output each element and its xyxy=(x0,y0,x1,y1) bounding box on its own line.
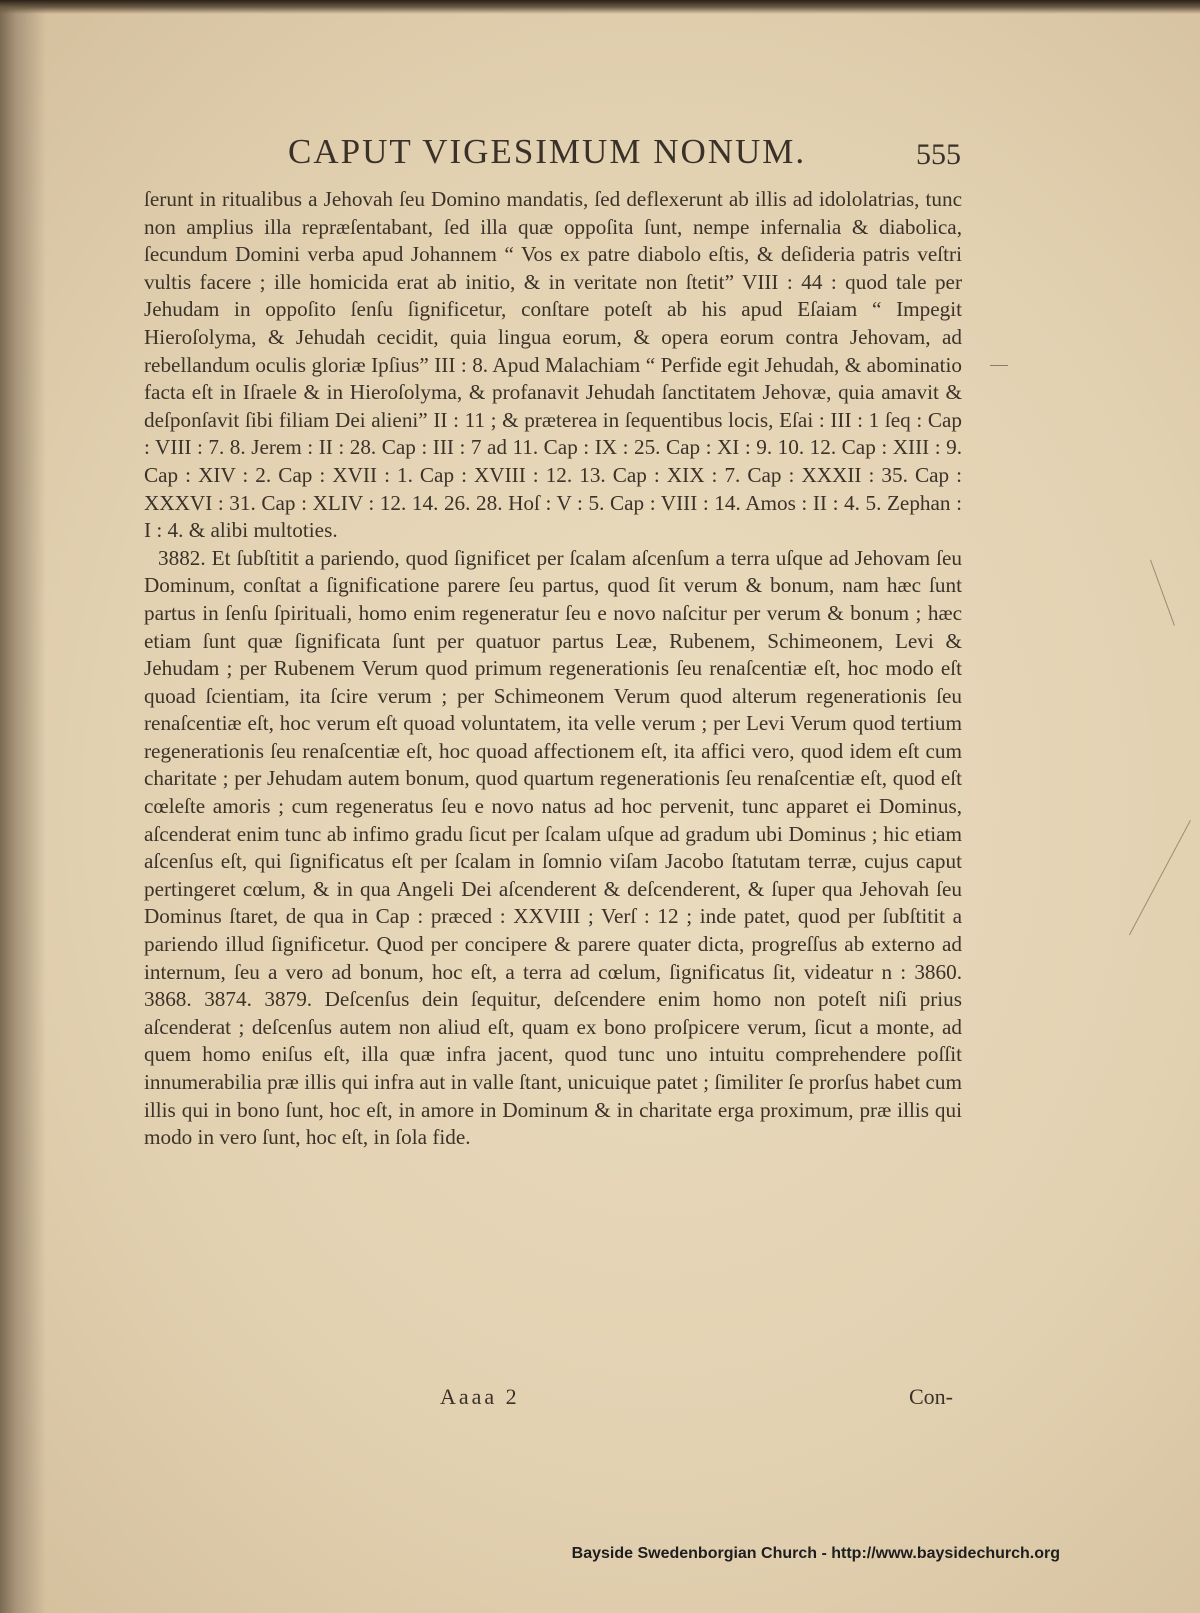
bleed-through-line xyxy=(1129,820,1191,935)
paragraph-3882: 3882. Et ſubſtitit a pariendo, quod ſignificet per ſcalam aſcenſum a terra uſque ad Jehovam ſeu Dominum, conſtat a ſignificatione parere ſeu partus, quod ſit verum & bonum, nam hæc ſunt partus in ſenſu ſpirituali, homo enim regeneratur ſeu e novo naſcitur per verum & bonum ; hæc etiam ſunt quæ ſignificata ſunt per quatuor partus Leæ, Rubenem, Schimeonem, Levi & Jehudam ; per Rubenem Verum quod primum regenerationis ſeu renaſcentiæ eſt, hoc modo eſt quoad ſcientiam, ita ſcire verum ; per Schimeonem Verum quod alterum regenerationis ſeu renaſcentiæ eſt, hoc verum eſt quoad voluntatem, ita velle verum ; per Levi Verum quod tertium regenerationis ſeu renaſcentiæ eſt, hoc quoad affectionem eſt, ita affici vero, quod idem eſt cum charitate ; per Jehudam autem bonum, quod quartum regenerationis ſeu renaſcentiæ eſt, quod eſt cœleſte amoris ; cum regeneratus ſeu e novo natus ad hoc pervenit, tunc apparet ei Dominus, aſcenderat enim tunc ab infimo gradu ſicut per ſcalam uſque ad gradum ubi Dominus ; hic etiam aſcenſus eſt, qui ſignificatus eſt per ſcalam in ſomnio viſam Jacobo ſtatutam terræ, cujus caput pertingeret cœlum, & in qua Angeli Dei aſcenderent & deſcenderent, & ſuper qua Jehovah ſeu Dominus ſtaret, de qua in Cap : præced : XXVIII ; Verſ : 12 ; inde patet, quod per ſubſtitit a pariendo illud ſignificetur. Quod per concipere & parere quater dicta, progreſſus ab externo ad internum, ſeu a vero ad bonum, hoc eſt, a terra ad cœlum, ſignificatus ſit, videatur n : 3860. 3868. 3874. 3879. Deſcenſus dein ſequitur, deſcendere enim homo non poteſt niſi prius aſcenderat ; deſcenſus autem non aliud eſt, quam ex bono proſpicere verum, ſicut a monte, ad quem homo eniſus eſt, illa quæ infra jacent, quod tunc uno intuitu comprehendere poſſit innumerabilia præ illis qui infra aut in valle ſtant, unicuique patet ; ſimiliter ſe prorſus habet cum illis qui in bono ſunt, hoc eſt, in amore in Dominum & in charitate erga proximum, præ illis qui modo in vero ſunt, hoc eſt, in ſola fide. xyxy=(144,545,962,1150)
gutter-shadow xyxy=(0,0,46,1613)
catchword: Con- xyxy=(909,1384,953,1409)
page-number: 555 xyxy=(916,138,961,171)
bleed-through-line xyxy=(1150,560,1175,626)
page-top-edge xyxy=(0,0,1200,14)
running-head: CAPUT VIGESIMUM NONUM. xyxy=(288,132,807,171)
page-footer xyxy=(140,1380,965,1420)
margin-mark xyxy=(990,365,1008,366)
body-text xyxy=(144,186,962,1152)
website-watermark: Bayside Swedenborgian Church - http://www.baysidechurch.org xyxy=(571,1545,1060,1562)
paragraph-continued: ſerunt in ritualibus a Jehovah ſeu Domino mandatis, ſed deflexerunt ab illis ad idololatrias, tunc non amplius illa repræſentabant, ſed illa quæ oppoſita ſunt, nempe infernalia & diabolica, ſecundum Domini verba apud Johannem “ Vos ex patre diabolo eſtis, & deſideria patris veſtri vultis facere ; ille homicida erat ab initio, & in veritate non ſtetit” VIII : 44 : quod tale per Jehudam in oppoſito ſenſu ſignificetur, conſtare poteſt ab his apud Eſaiam “ Impegit Hieroſolyma, & Jehudah cecidit, quia lingua eorum, & opera eorum contra Jehovam, ad rebellandum oculis gloriæ Ipſius” III : 8. Apud Malachiam “ Perfide egit Jehudah, & abominatio facta eſt in Iſraele & in Hieroſolyma, & profanavit Jehudah ſanctitatem Jehovæ, quia amavit & deſponſavit ſibi filiam Dei alieni” II : 11 ; & præterea in ſequentibus locis, Eſai : III : 1 ſeq : Cap : VIII : 7. 8. Jerem : II : 28. Cap : III : 7 ad 11. Cap : IX : 25. Cap : XI : 9. 10. 12. Cap : XIII : 9. Cap : XIV : 2. Cap : XVII : 1. Cap : XVIII : 12. 13. Cap : XIX : 7. Cap : XXXII : 35. Cap : XXXVI : 31. Cap : XLIV : 12. 14. 26. 28. Hoſ : V : 5. Cap : VIII : 14. Amos : II : 4. 5. Zephan : I : 4. & alibi multoties. xyxy=(144,187,962,543)
signature-mark: Aaaa 2 xyxy=(440,1384,520,1409)
page-header xyxy=(140,128,965,180)
